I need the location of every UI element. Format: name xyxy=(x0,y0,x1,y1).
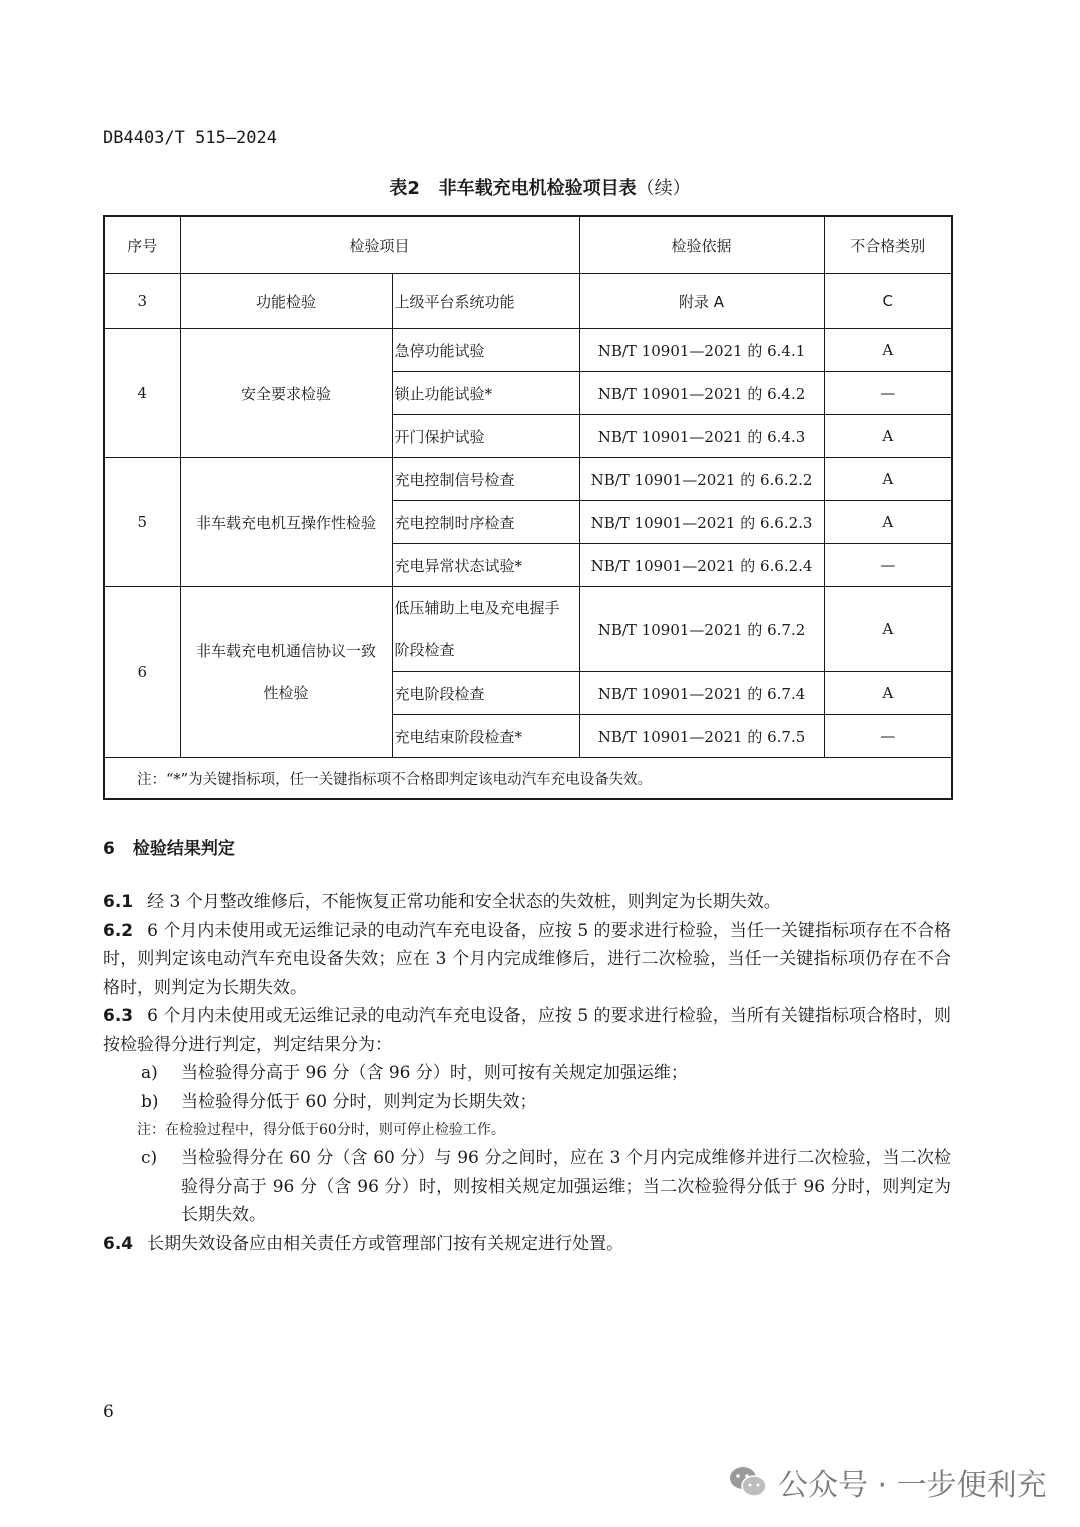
table-row xyxy=(104,458,952,501)
table-row xyxy=(104,587,952,672)
row-sub-item: 急停功能试验 xyxy=(392,329,579,372)
row-basis: NB/T 10901—2021 的 6.7.2 xyxy=(579,587,824,672)
row-sub-item: 锁止功能试验* xyxy=(392,372,579,415)
row-basis: NB/T 10901—2021 的 6.4.1 xyxy=(579,329,824,372)
table-header-row xyxy=(104,216,952,274)
table-note: 注：“*”为关键指标项，任一关键指标项不合格即判定该电动汽车充电设备失效。 xyxy=(104,758,952,800)
row-no: 3 xyxy=(104,274,180,329)
row-sub-item-line1: 低压辅助上电及充电握手 xyxy=(394,599,560,617)
wechat-icon xyxy=(728,1465,768,1499)
list-item-c xyxy=(103,1144,951,1230)
row-basis: NB/T 10901—2021 的 6.6.2.2 xyxy=(579,458,824,501)
row-item: 非车载充电机互操作性检验 xyxy=(180,458,392,587)
row-category: A xyxy=(824,672,952,715)
watermark xyxy=(728,1460,1047,1504)
row-category: A xyxy=(824,415,952,458)
row-sub-item: 充电控制信号检查 xyxy=(392,458,579,501)
row-category: — xyxy=(824,544,952,587)
row-category: A xyxy=(824,587,952,672)
paragraph-6-2 xyxy=(103,917,951,1003)
paragraph-text: 6 个月内未使用或无运维记录的电动汽车充电设备，应按 5 的要求进行检验，当所有关键指标项合格时，则按检验得分进行判定，判定结果分为： xyxy=(103,1006,951,1055)
list-item-label: b) xyxy=(141,1091,159,1112)
table-title-label: 表2 xyxy=(389,178,420,199)
row-sub-item: 充电控制时序检查 xyxy=(392,501,579,544)
header-basis: 检验依据 xyxy=(579,216,824,274)
paragraph-number: 6.2 xyxy=(103,920,134,941)
header-no: 序号 xyxy=(104,216,180,274)
list-item-label: a) xyxy=(141,1063,158,1083)
row-basis: NB/T 10901—2021 的 6.4.2 xyxy=(579,372,824,415)
row-category: A xyxy=(824,329,952,372)
list-item-b xyxy=(103,1088,951,1117)
row-sub-item: 充电阶段检查 xyxy=(392,672,579,715)
row-basis: NB/T 10901—2021 的 6.4.3 xyxy=(579,415,824,458)
row-no: 6 xyxy=(104,587,180,758)
list-item-text: 当检验得分低于 60 分时，则判定为长期失效； xyxy=(181,1091,537,1112)
row-item: 安全要求检验 xyxy=(180,329,392,458)
section-title: 检验结果判定 xyxy=(132,839,235,859)
row-category: — xyxy=(824,715,952,758)
row-sub-item: 充电异常状态试验* xyxy=(392,544,579,587)
row-basis: NB/T 10901—2021 的 6.7.5 xyxy=(579,715,824,758)
row-basis: 附录 A xyxy=(579,274,824,329)
list-item-text: 当检验得分在 60 分（含 60 分）与 96 分之间时，应在 3 个月内完成维修并进行二次检验，当二次检验得分高于 96 分（含 96 分）时，则按相关规定加强运维；当二次检验得分低于 96 分时，则判定为长期失效。 xyxy=(181,1148,951,1225)
paragraph-text: 6 个月内未使用或无运维记录的电动汽车充电设备，应按 5 的要求进行检验，当任一关键指标项存在不合格时，则判定该电动汽车充电设备失效；应在 3 个月内完成维修后，进行二次检验，当任一关键指标项仍存在不合格时，则判定为长期失效。 xyxy=(103,920,951,998)
table-title-text: 非车载充电机检验项目表 xyxy=(438,178,637,199)
paragraph-6-1 xyxy=(103,888,951,917)
table-row xyxy=(104,274,952,329)
paragraph-number: 6.1 xyxy=(103,892,134,912)
paragraph-number: 6.3 xyxy=(103,1006,134,1026)
page-number: 6 xyxy=(103,1402,114,1422)
row-basis: NB/T 10901—2021 的 6.6.2.3 xyxy=(579,501,824,544)
paragraph-text: 长期失效设备应由相关责任方或管理部门按有关规定进行处置。 xyxy=(147,1233,624,1254)
section-heading xyxy=(103,834,235,859)
table-note-row xyxy=(104,758,952,800)
paragraph-text: 经 3 个月整改维修后，不能恢复正常功能和安全状态的失效桩，则判定为长期失效。 xyxy=(147,892,781,912)
row-sub-item xyxy=(392,587,579,672)
row-item-line2: 性检验 xyxy=(263,684,309,702)
header-item: 检验项目 xyxy=(180,216,579,274)
inline-note: 注：在检验过程中，得分低于60分时，则可停止检验工作。 xyxy=(137,1122,505,1138)
row-item xyxy=(180,587,392,758)
standard-code: DB4403/T 515—2024 xyxy=(103,128,277,148)
paragraph-6-4 xyxy=(103,1230,951,1259)
watermark-text: 公众号 · 一步便利充 xyxy=(778,1468,1047,1503)
row-basis: NB/T 10901—2021 的 6.6.2.4 xyxy=(579,544,824,587)
row-item: 功能检验 xyxy=(180,274,392,329)
paragraph-number: 6.4 xyxy=(103,1233,134,1254)
row-item-line1: 非车载充电机通信协议一致 xyxy=(195,642,376,660)
row-no: 5 xyxy=(104,458,180,587)
section-number: 6 xyxy=(103,839,115,859)
table-title xyxy=(0,174,1080,200)
row-category: — xyxy=(824,372,952,415)
row-sub-item: 充电结束阶段检查* xyxy=(392,715,579,758)
table-title-suffix: （续） xyxy=(636,178,691,199)
row-category: A xyxy=(824,501,952,544)
inspection-items-table xyxy=(103,215,953,800)
list-item-label: c) xyxy=(141,1148,158,1168)
row-sub-item: 开门保护试验 xyxy=(392,415,579,458)
table-row xyxy=(104,329,952,372)
row-category: C xyxy=(824,274,952,329)
header-category: 不合格类别 xyxy=(824,216,952,274)
list-item-a xyxy=(103,1059,951,1088)
section-body xyxy=(103,888,951,1258)
row-no: 4 xyxy=(104,329,180,458)
list-item-text: 当检验得分高于 96 分（含 96 分）时，则可按有关规定加强运维； xyxy=(181,1063,688,1083)
row-sub-item: 上级平台系统功能 xyxy=(392,274,579,329)
row-sub-item-line2: 阶段检查 xyxy=(394,641,455,659)
row-basis: NB/T 10901—2021 的 6.7.4 xyxy=(579,672,824,715)
row-category: A xyxy=(824,458,952,501)
paragraph-6-3 xyxy=(103,1002,951,1059)
